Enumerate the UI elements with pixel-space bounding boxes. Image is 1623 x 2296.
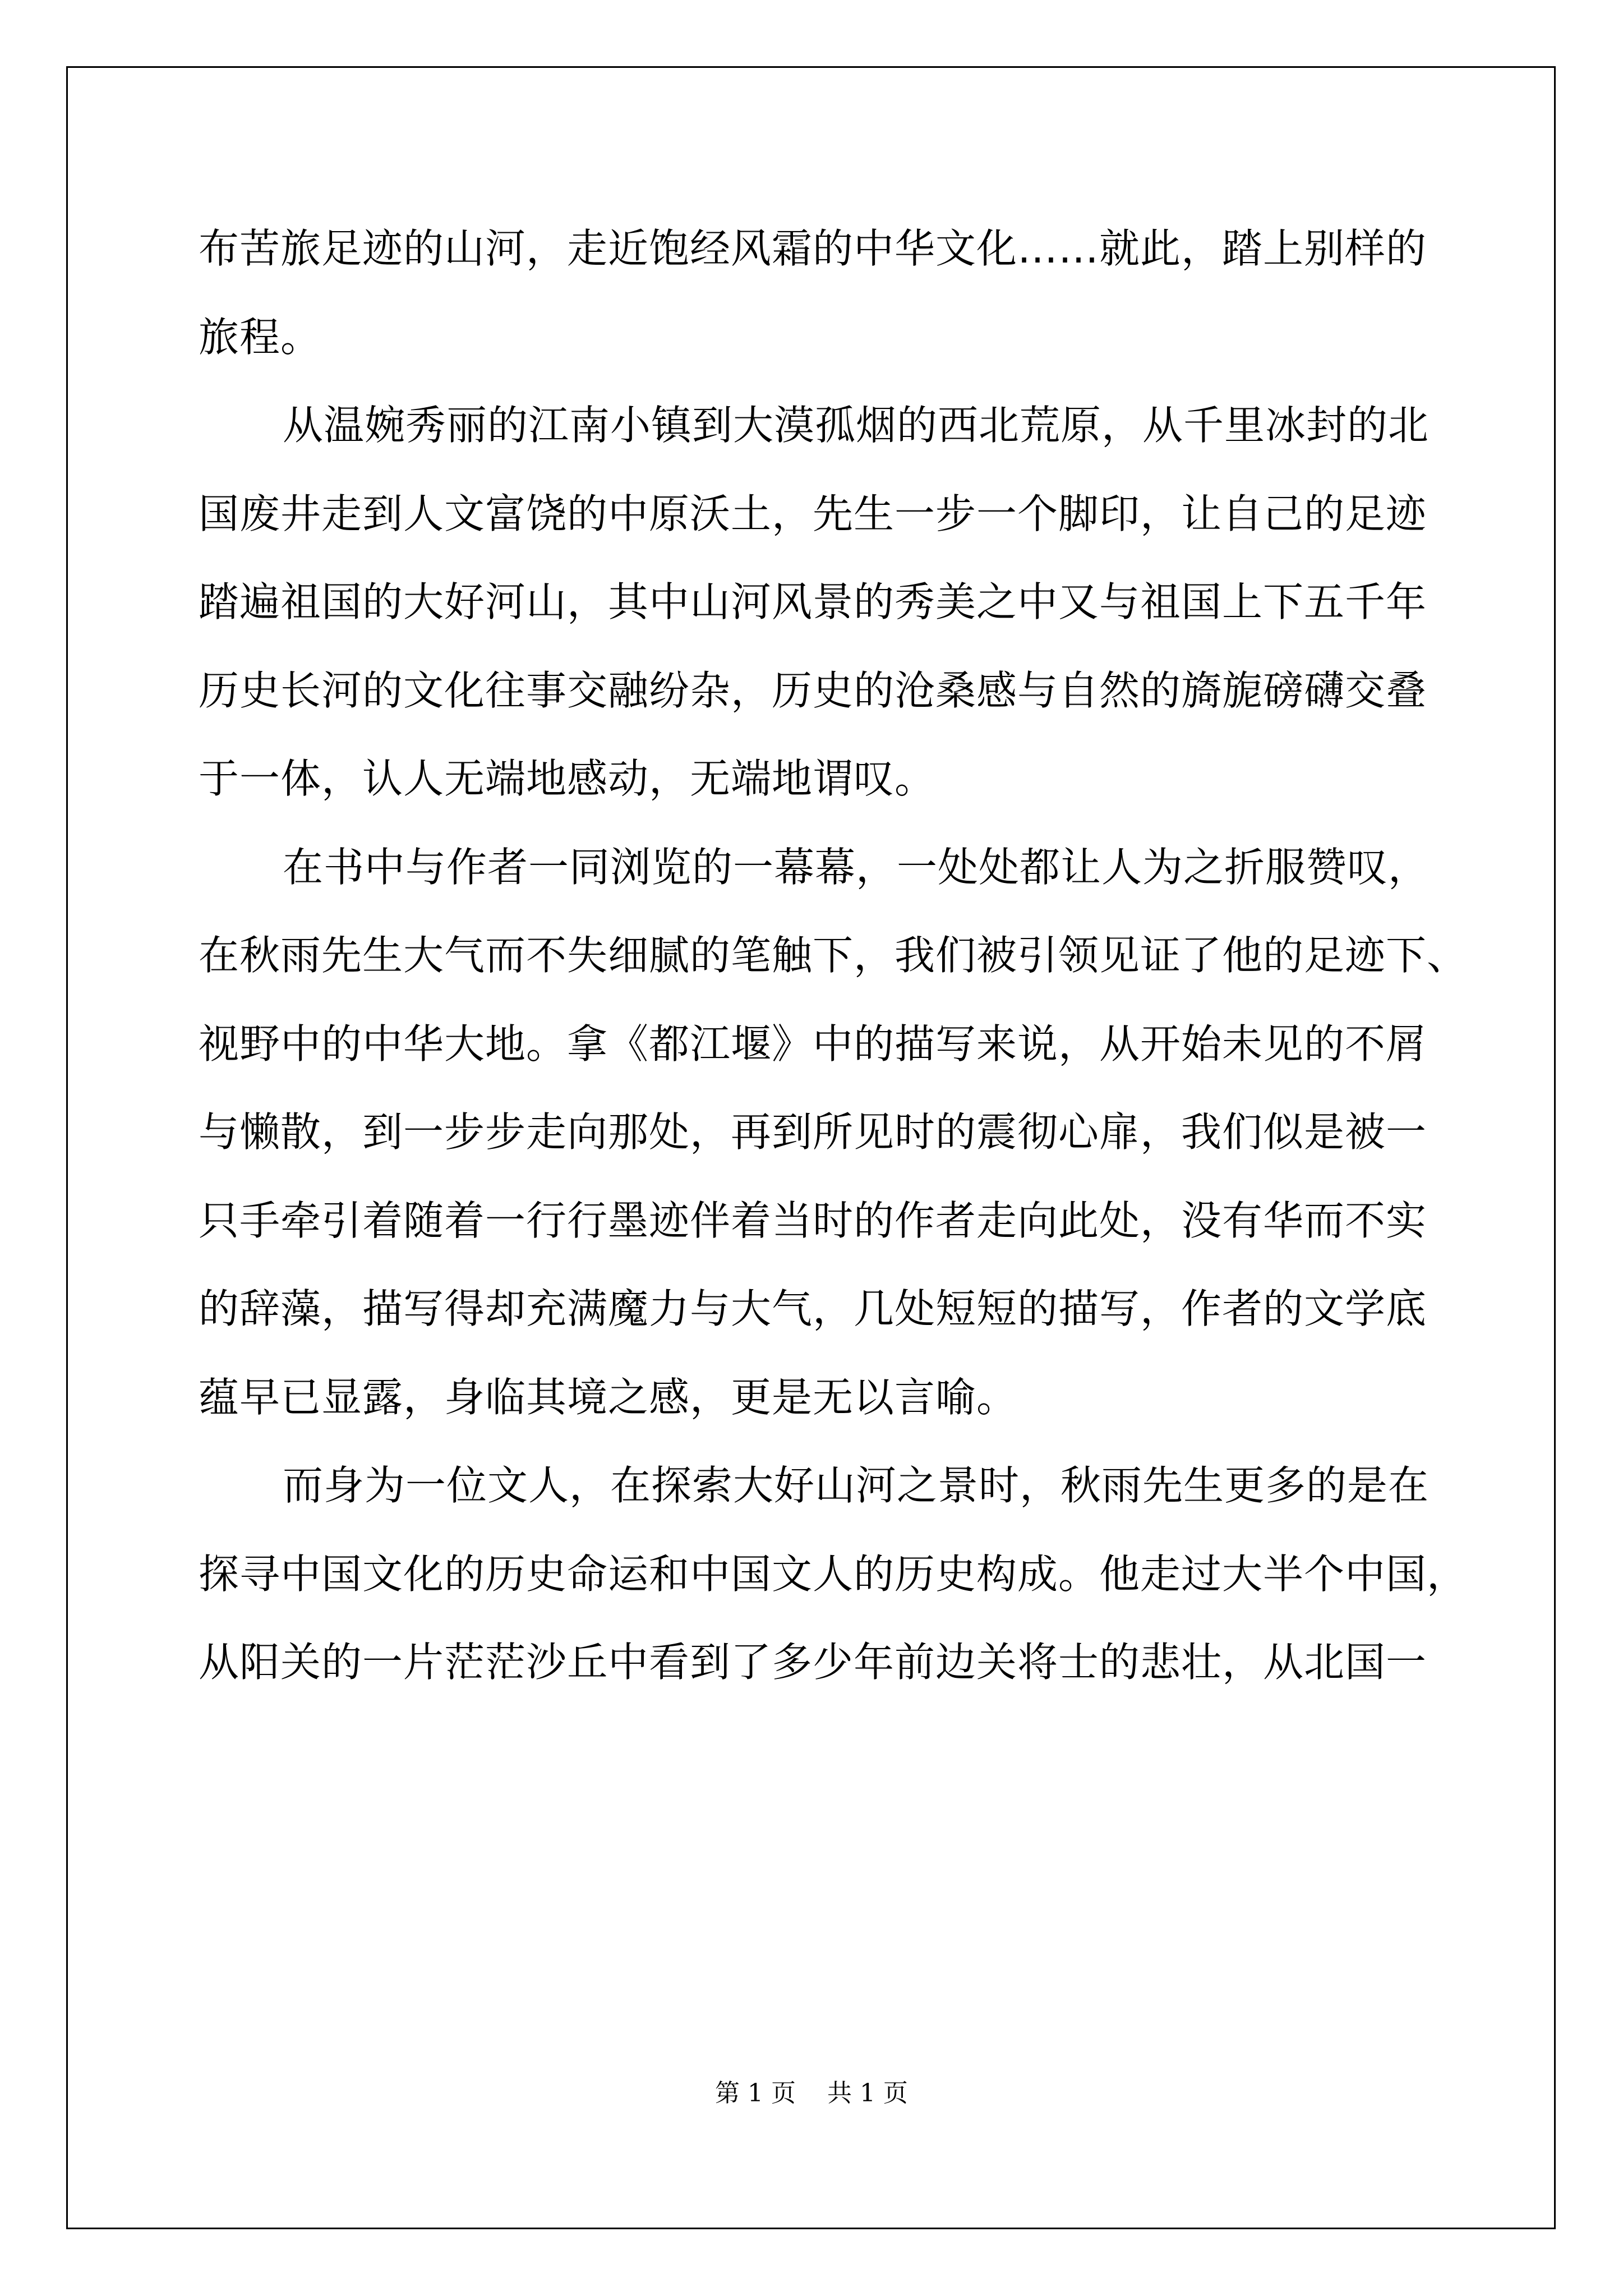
text-line: 在秋雨先生大气而不失细腻的笔触下，我们被引领见证了他的足迹下、 [199, 932, 1468, 979]
text-line: 布苦旅足迹的山河，走近饱经风霜的中华文化……就此，踏上别样的 [199, 225, 1427, 272]
text-line: 的辞藻，描写得却充满魔力与大气，几处短短的描写，作者的文学底 [199, 1285, 1427, 1332]
text-line: 视野中的中华大地。拿《都江堰》中的描写来说，从开始未见的不屑 [199, 1020, 1427, 1068]
text-line: 踏遍祖国的大好河山，其中山河风景的秀美之中又与祖国上下五千年 [199, 578, 1427, 625]
paragraph-first-line: 从温婉秀丽的江南小镇到大漠孤烟的西北荒原，从千里冰封的北 [283, 402, 1430, 449]
text-line: 国废井走到人文富饶的中原沃土，先生一步一个脚印，让自己的足迹 [199, 490, 1427, 537]
text-line: 探寻中国文化的历史命运和中国文人的历史构成。他走过大半个中国， [199, 1550, 1468, 1598]
text-line: 从阳关的一片茫茫沙丘中看到了多少年前边关将士的悲壮，从北国一 [199, 1639, 1427, 1686]
text-line: 于一体，认人无端地感动，无端地谓叹。 [199, 755, 936, 802]
paragraph-first-line: 而身为一位文人，在探索大好山河之景时，秋雨先生更多的是在 [283, 1462, 1430, 1509]
document-body [199, 205, 1468, 1707]
text-line: 蕴早已显露，身临其境之感，更是无以言喻。 [199, 1373, 1018, 1421]
text-line: 历史长河的文化往事交融纷杂，历史的沧桑感与自然的旖旎磅礴交叠 [199, 666, 1427, 714]
page-number-footer: 第 1 页 共 1 页 [715, 2079, 908, 2108]
text-line: 与懒散，到一步步走向那处，再到所见时的震彻心扉，我们似是被一 [199, 1108, 1427, 1156]
text-line: 只手牵引着随着一行行墨迹伴着当时的作者走向此处，没有华而不实 [199, 1197, 1427, 1244]
text-line: 旅程。 [199, 313, 322, 361]
paragraph-first-line: 在书中与作者一同浏览的一幕幕，一处处都让人为之折服赞叹， [283, 843, 1430, 891]
